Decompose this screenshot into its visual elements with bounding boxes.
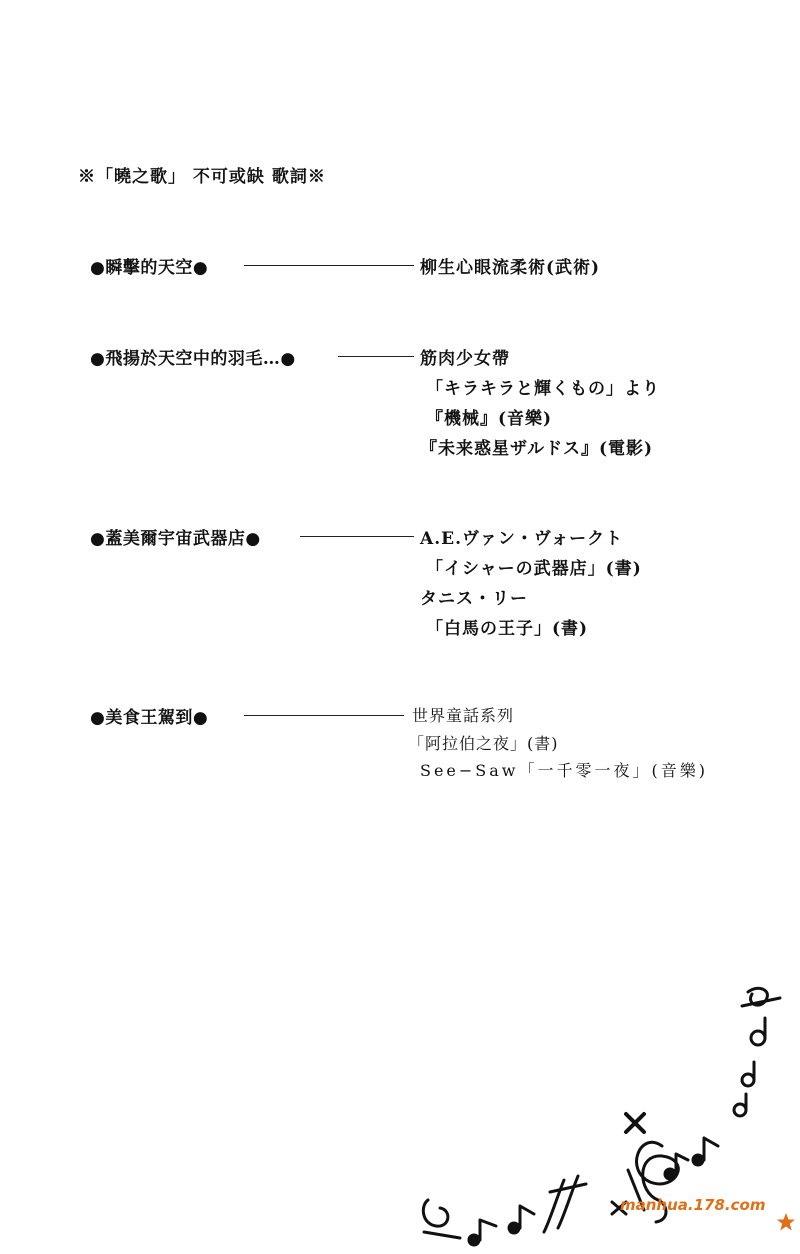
credit-2-4: 『未来惑星ザルドス』(電影) — [420, 439, 654, 459]
leader-line-1 — [244, 265, 414, 266]
credit-2-2: 「キラキラと輝くもの」より — [426, 379, 660, 399]
credit-4-2: 「阿拉伯之夜」(書) — [408, 734, 559, 753]
leader-line-2 — [338, 356, 414, 357]
credit-3-4: 「白馬の王子」(書) — [426, 619, 589, 639]
credit-4-1: 世界童話系列 — [412, 706, 515, 725]
credit-3-1: A.E.ヴァン・ヴォークト — [420, 529, 624, 549]
credit-3-2: 「イシャーの武器店」(書) — [426, 559, 642, 579]
credit-4-3: See−Saw「一千零一夜」(音樂) — [420, 761, 708, 780]
song-title-3: ●蓋美爾宇宙武器店● — [90, 529, 261, 549]
page-title: ※「曉之歌」 不可或缺 歌詞※ — [78, 167, 326, 187]
leader-line-4 — [244, 715, 404, 716]
credit-3-3: タニス・リー — [420, 589, 528, 609]
song-title-1: ●瞬擊的天空● — [90, 258, 209, 278]
credit-2-3: 『機械』(音樂) — [426, 409, 553, 429]
song-title-2: ●飛揚於天空中的羽毛…● — [90, 349, 296, 369]
credit-2-1: 筋肉少女帶 — [420, 349, 510, 369]
song-title-4: ●美食王駕到● — [90, 708, 209, 728]
star-icon — [776, 1212, 796, 1232]
watermark-text: manhua.178.com — [620, 1196, 766, 1214]
leader-line-3 — [300, 536, 414, 537]
credit-1-1: 柳生心眼流柔術(武術) — [420, 258, 601, 278]
